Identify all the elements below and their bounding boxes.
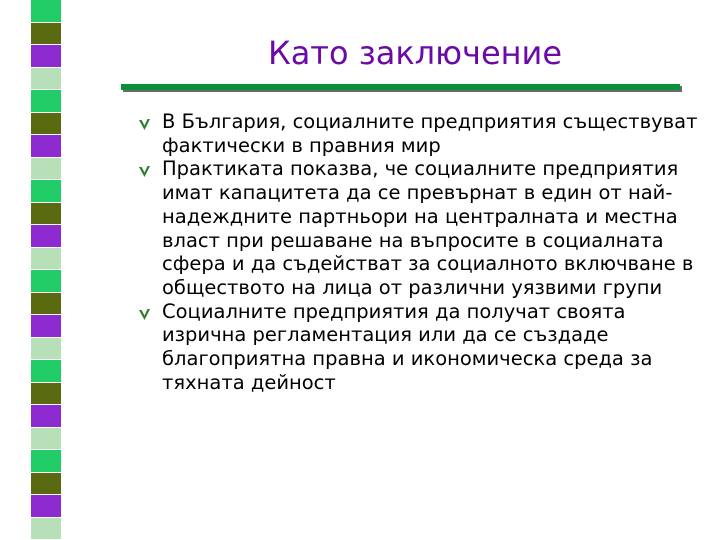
stripe-segment: [31, 405, 61, 428]
stripe-segment: [31, 360, 61, 383]
checkmark-v-icon: [138, 165, 151, 178]
decorative-stripe-bar: [29, 0, 61, 540]
stripe-segment: [31, 113, 61, 136]
stripe-segment: [31, 248, 61, 271]
bullet-item: [138, 110, 698, 157]
stripe-segment: [31, 315, 61, 338]
stripe-segment: [31, 135, 61, 158]
stripe-segment: [31, 270, 61, 293]
stripe-segment: [31, 293, 61, 316]
stripe-segment: [31, 428, 61, 451]
checkmark-v-icon: [138, 118, 151, 131]
bullet-text: Практиката показва, че социалните предприятия имат капацитета да се превърнат в един от най-надеждните партньори на централната и местна власт при решаване на въпросите в социалната сфера и да съдействат за социалното включване в обществото на лица от различни уязвими групи: [162, 157, 694, 299]
stripe-segment: [31, 180, 61, 203]
stripe-segment: [31, 90, 61, 113]
stripe-segment: [31, 518, 61, 540]
title-underline: [121, 84, 680, 90]
stripe-segment: [31, 225, 61, 248]
bullet-item: [138, 157, 698, 299]
bullet-text: В България, социалните предприятия съществуват фактически в правния мир: [162, 110, 698, 157]
checkmark-v-icon: [138, 308, 151, 321]
stripe-segment: [31, 0, 61, 23]
stripe-segment: [31, 383, 61, 406]
stripe-segment: [31, 45, 61, 68]
stripe-segment: [31, 68, 61, 91]
bullet-list: [138, 110, 698, 394]
stripe-segment: [31, 495, 61, 518]
stripe-segment: [31, 23, 61, 46]
stripe-segment: [31, 203, 61, 226]
stripe-segment: [31, 158, 61, 181]
bullet-item: [138, 300, 698, 395]
stripe-segment: [31, 473, 61, 496]
stripe-segment: [31, 450, 61, 473]
stripe-segment: [31, 338, 61, 361]
slide-title: Като заключение: [267, 34, 563, 72]
bullet-text: Социалните предприятия да получат своята изрична регламентация или да се създаде благоприятна правна и икономическа среда за тяхната дейност: [162, 299, 653, 394]
